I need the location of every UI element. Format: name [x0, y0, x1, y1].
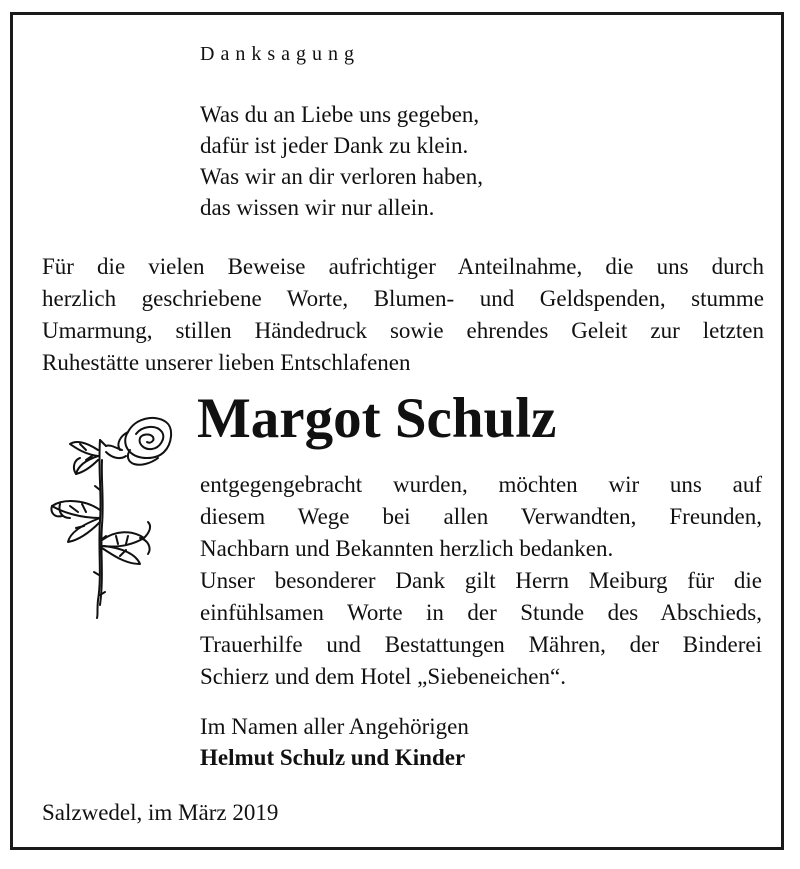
thanks-line: Trauerhilfe und Bestattungen Mähren, der Binderei: [200, 632, 762, 657]
signatories: Helmut Schulz und Kinder: [200, 745, 466, 770]
thanks-line: einfühlsamen Worte in der Stunde des Abschieds,: [200, 600, 762, 625]
poem-line: Was du an Liebe uns gegeben,: [200, 102, 480, 127]
deceased-name: Margot Schulz: [197, 387, 557, 450]
thanks-line: Nachbarn und Bekannten herzlich bedanken.: [200, 536, 614, 561]
thanks-line: Unser besonderer Dank gilt Herrn Meiburg für die: [200, 568, 762, 593]
poem-line: dafür ist jeder Dank zu klein.: [200, 133, 469, 158]
signoff-line: Im Namen aller Angehörigen: [200, 714, 469, 739]
notice-heading: Danksagung: [200, 43, 360, 65]
poem: [200, 99, 483, 223]
signoff: [200, 711, 469, 773]
poem-line: Was wir an dir verloren haben,: [200, 164, 483, 189]
intro-line: Ruhestätte unserer lieben Entschlafenen: [42, 350, 411, 375]
rose-icon: [40, 400, 180, 630]
thanks-line: Schierz und dem Hotel „Siebeneichen“.: [200, 664, 566, 689]
intro-line: Umarmung, stillen Händedruck sowie ehrendes Geleit zur letzten: [42, 318, 764, 343]
thanks-line: diesem Wege bei allen Verwandten, Freunden,: [200, 504, 762, 529]
thanks-line: entgegengebracht wurden, möchten wir uns auf: [200, 472, 762, 497]
place-date: Salzwedel, im März 2019: [42, 800, 279, 825]
poem-line: das wissen wir nur allein.: [200, 195, 435, 220]
intro-paragraph: [42, 251, 764, 379]
intro-line: herzlich geschriebene Worte, Blumen- und Geldspenden, stumme: [42, 286, 764, 311]
thanks-paragraph: [200, 469, 762, 693]
intro-line: Für die vielen Beweise aufrichtiger Anteilnahme, die uns durch: [42, 254, 764, 279]
